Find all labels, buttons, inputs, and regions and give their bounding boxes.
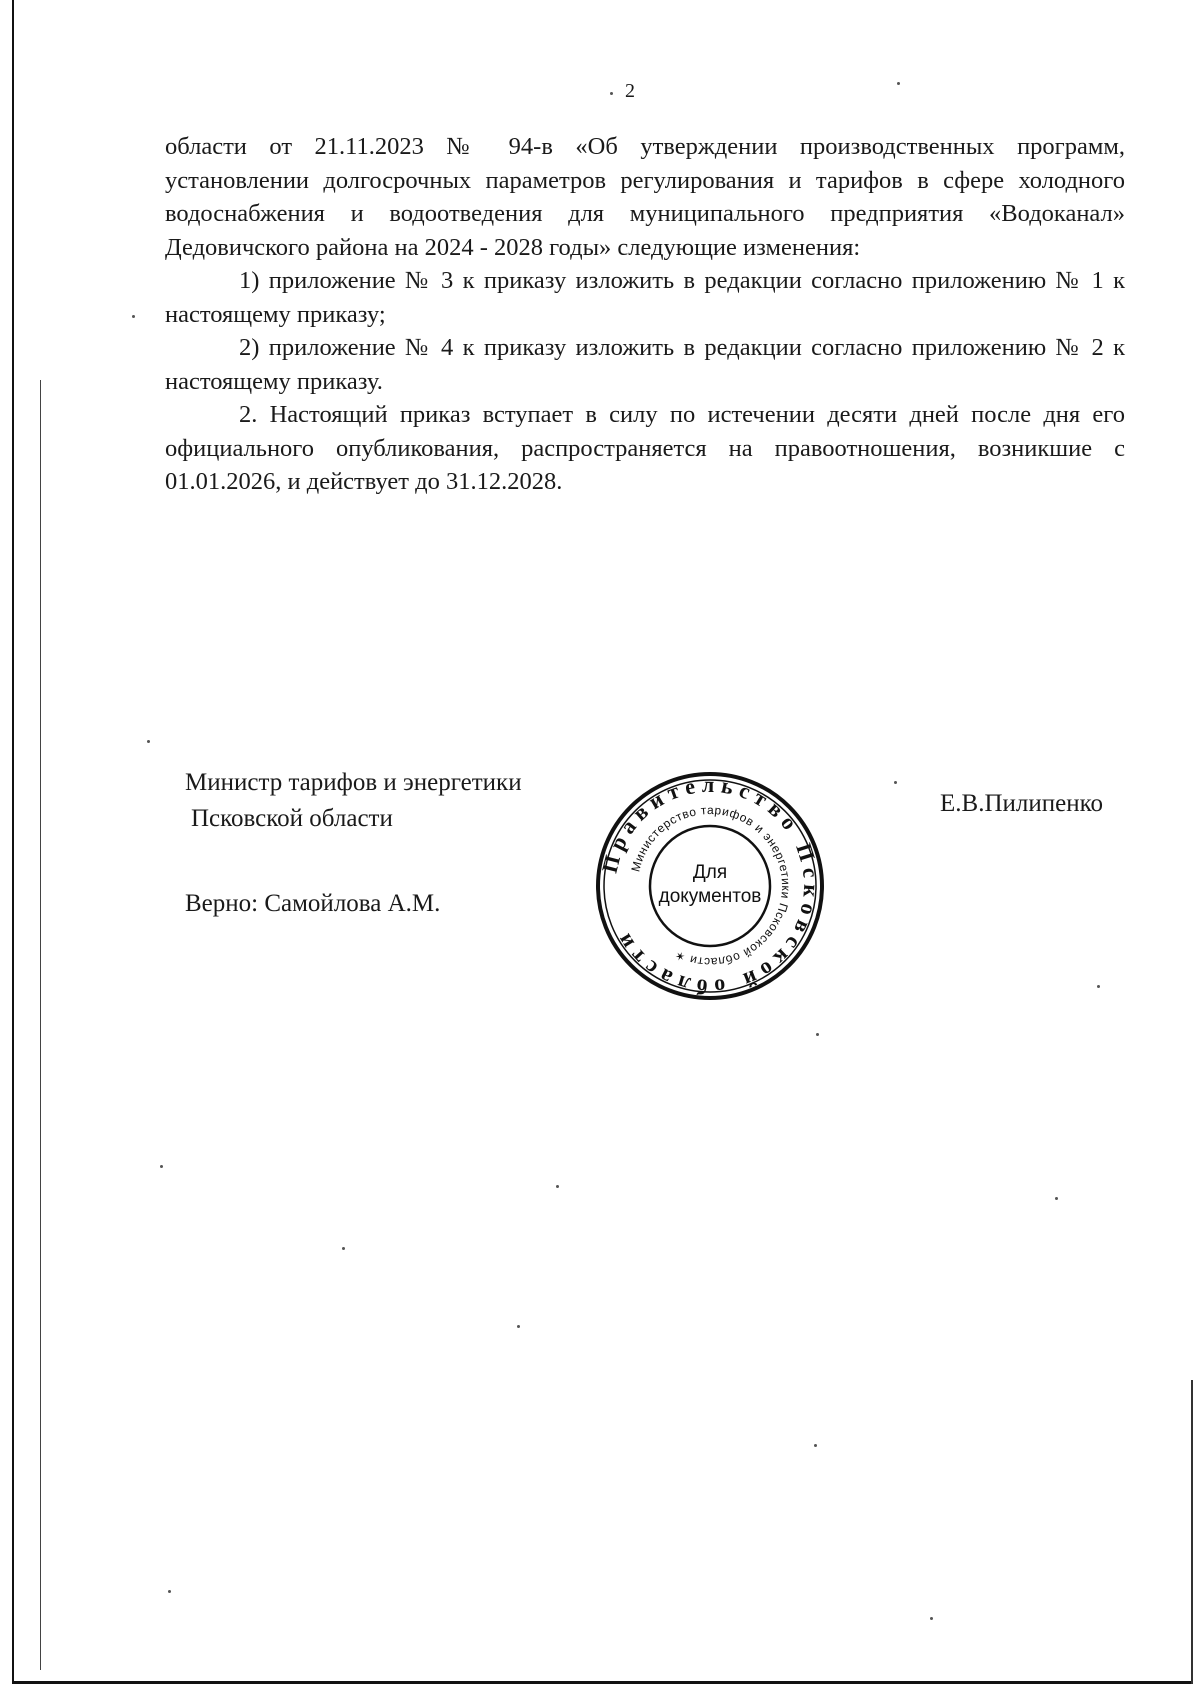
page-number: 2 [625, 80, 635, 102]
seal-center-line2: документов [658, 886, 762, 907]
scan-speck [147, 740, 150, 743]
scan-edge-left [12, 0, 14, 1684]
signatory-title-line1: Министр тарифов и энергетики [185, 769, 522, 796]
scan-speck [556, 1185, 559, 1188]
seal-outer-text: Правительство Псковской области [596, 771, 825, 1001]
paragraph-item-2: 2) приложение № 4 к приказу изложить в редакции согласно приложению № 2 к настоящему приказу. [165, 334, 1125, 395]
paragraph-item-1: 1) приложение № 3 к приказу изложить в редакции согласно приложению № 1 к настоящему приказу; [165, 267, 1125, 328]
official-seal [594, 770, 826, 1002]
scan-speck [132, 315, 135, 318]
seal-center-line1: Для [692, 862, 728, 883]
scan-speck [342, 1247, 345, 1250]
document-body [165, 130, 1125, 499]
scan-speck [816, 1033, 819, 1036]
scan-speck [1055, 1197, 1058, 1200]
scan-speck [1097, 985, 1100, 988]
verification-note: Верно: Самойлова А.М. [185, 890, 441, 917]
scan-speck [160, 1165, 163, 1168]
scan-binding-line [40, 380, 41, 1670]
paragraph-intro: области от 21.11.2023 № 94-в «Об утверждении производственных программ, установлении долгосрочных параметров регулирования и тарифов в сфере холодного водоснабжения и водоотведения для муниципального предприятия «Водоканал» Дедовичского района на 2024 - 2028 годы» следующие изменения: [165, 133, 1125, 261]
scan-speck [814, 1444, 817, 1447]
scan-edge-bottom [12, 1681, 1192, 1684]
scan-speck [897, 82, 900, 85]
seal-inner-ring-text: Министерство тарифов и энергетики Псковской области ✶ [628, 802, 794, 970]
seal-graphic [594, 770, 826, 1002]
scan-speck [610, 92, 613, 95]
signatory-name: Е.В.Пилипенко [940, 790, 1103, 817]
paragraph-effective-date: 2. Настоящий приказ вступает в силу по истечении десяти дней после дня его официального опубликования, распространяется на правоотношения, возникшие с 01.01.2026, и действует до 31.12.2028. [165, 401, 1125, 495]
signatory-title-line2: Псковской области [191, 805, 393, 832]
scan-speck [894, 781, 897, 784]
scan-edge-right [1191, 1380, 1193, 1684]
scan-speck [517, 1325, 520, 1328]
signatory-title [185, 765, 522, 837]
scan-speck [930, 1617, 933, 1620]
scan-speck [168, 1590, 171, 1593]
